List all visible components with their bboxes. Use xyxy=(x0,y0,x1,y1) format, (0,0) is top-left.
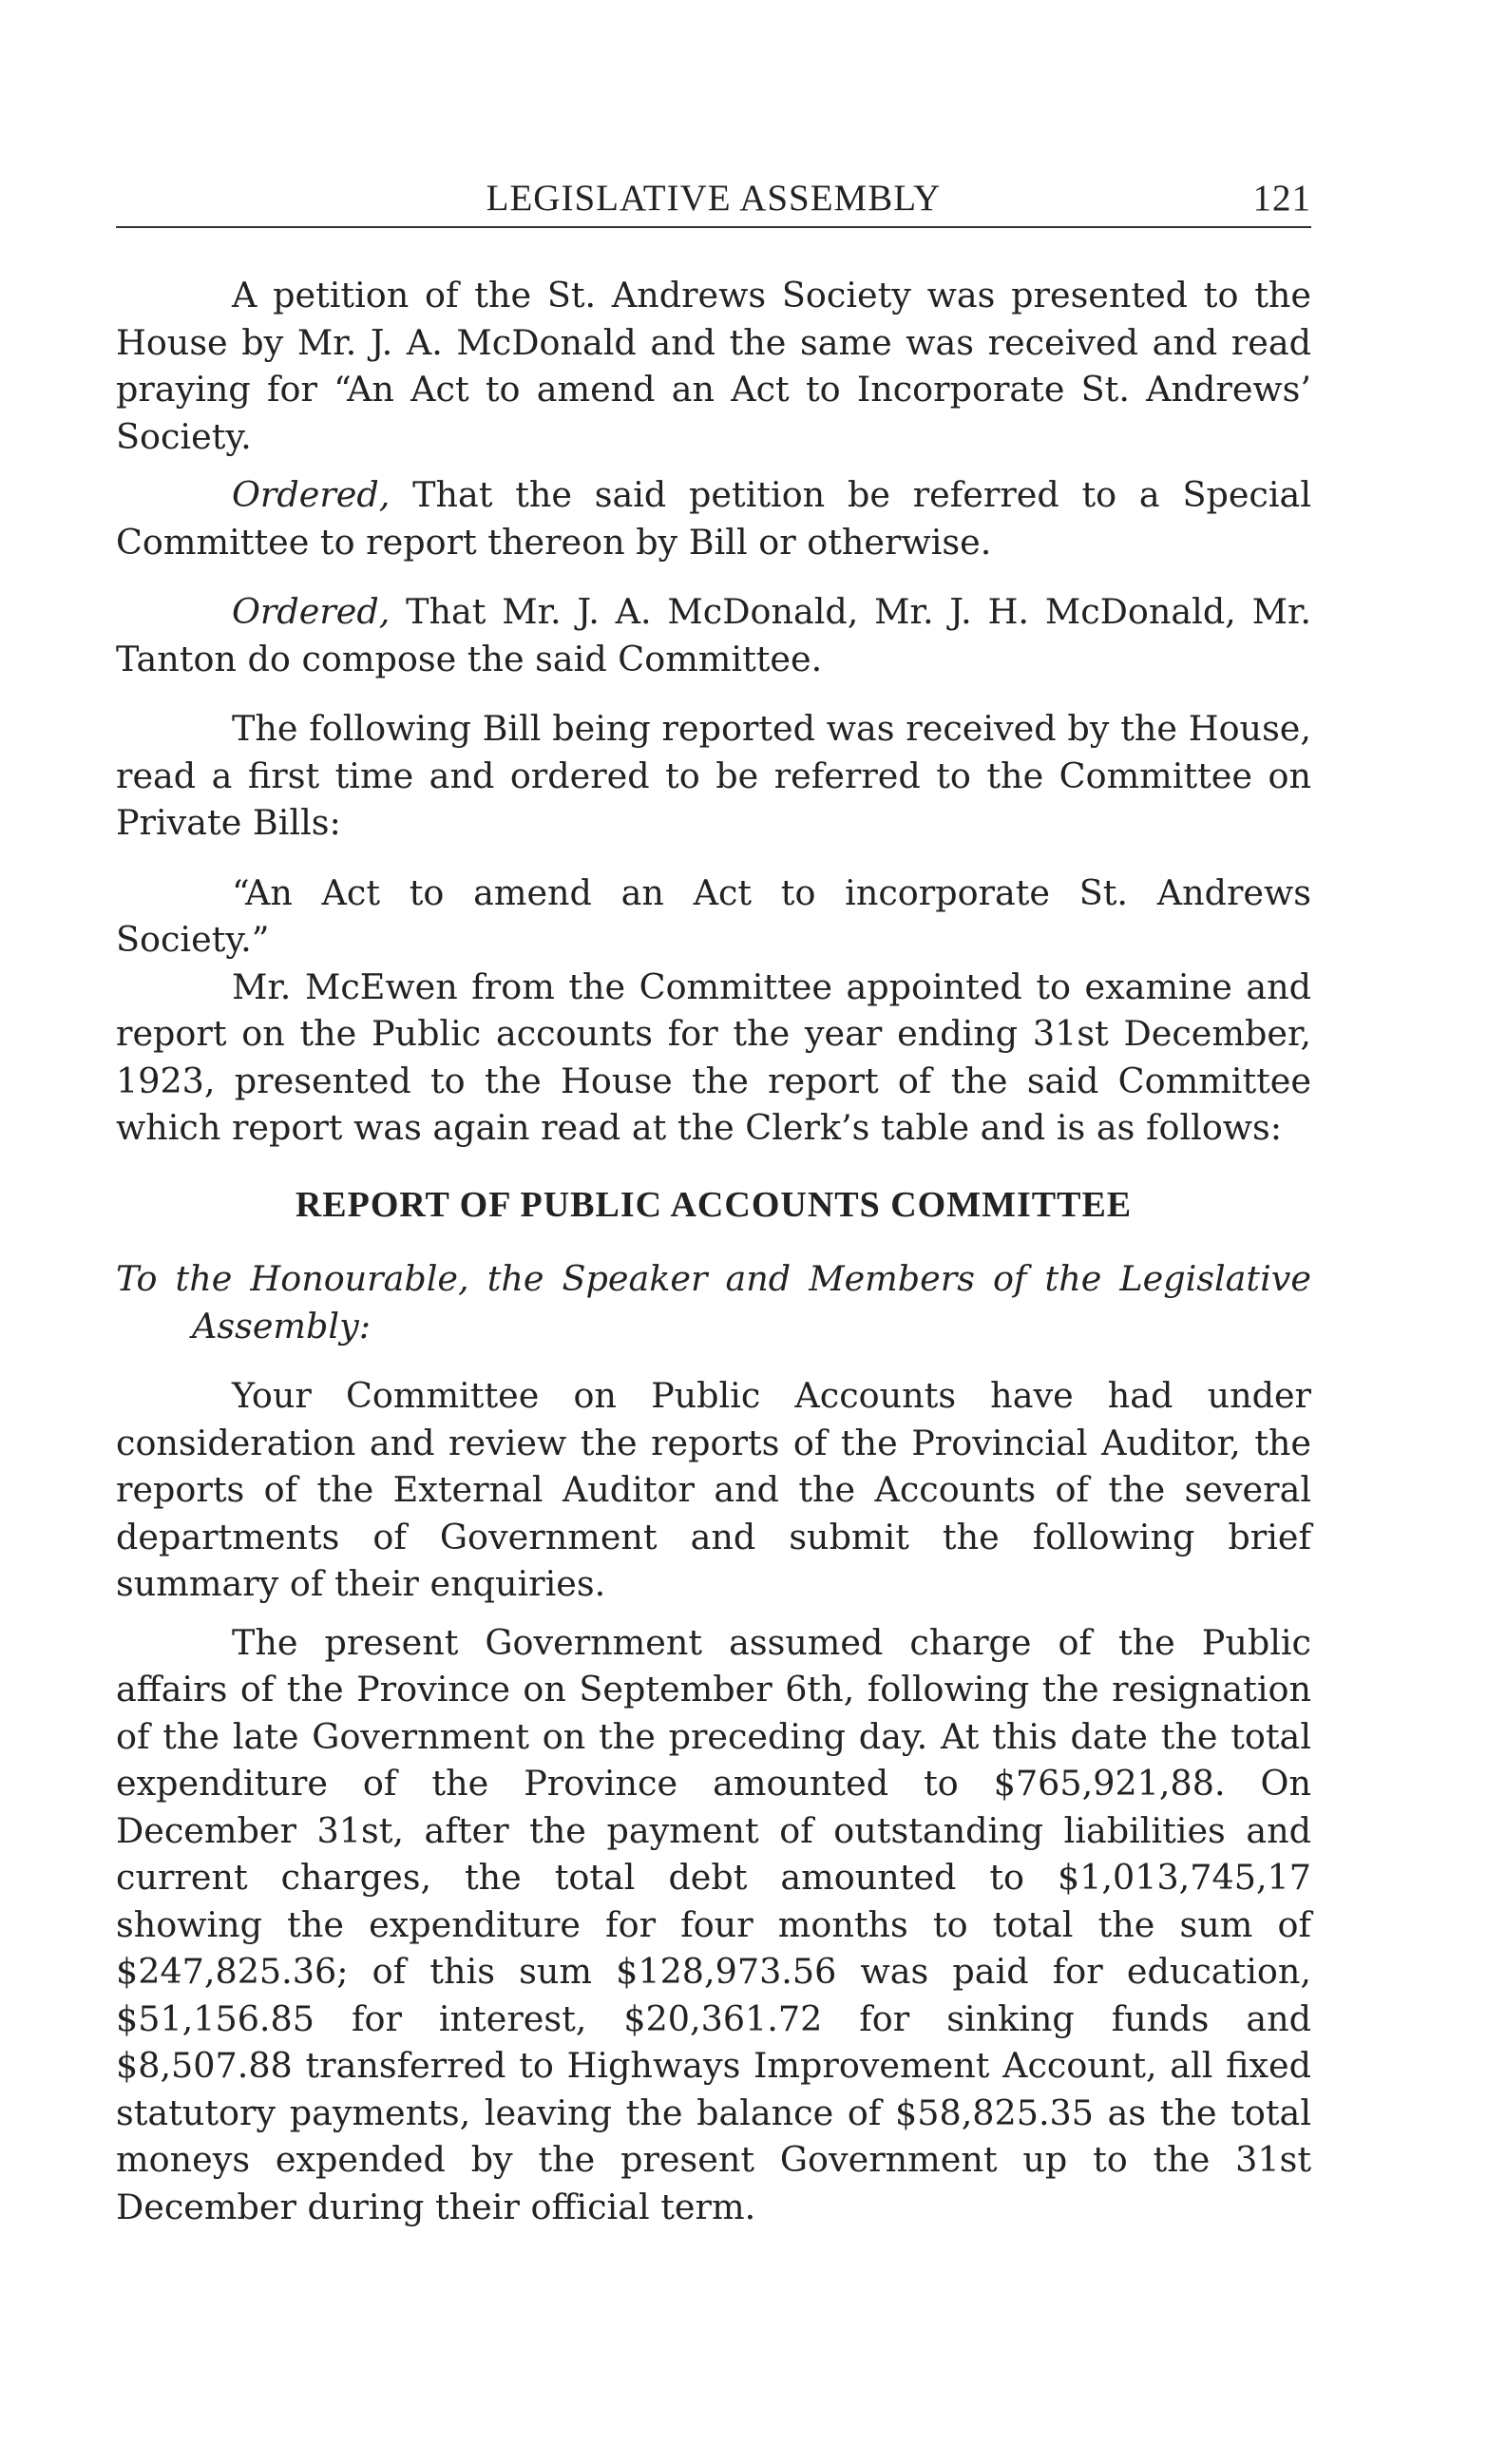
expenditure-paragraph: The present Government assumed charge of the Public affairs of the Province on September 6th, following the resignation of the late Government on the preceding day. At this date the total expenditure of the Province amounted to $765,921,88. On December 31st, after the payment of outstanding liabilities and current charges, the total debt amounted to $1,013,745,17 showing the expenditure for four months to total the sum of $247,825.36; of this sum $128,973.56 was paid for education, $51,156.85 for interest, $20,361.72 for sinking funds and $8,507.88 transferred to Highways Improvement Account, all fixed statutory payments, leaving the balance of $58,825.35 as the total moneys expended by the present Government up to the 31st December during their official term. xyxy=(116,1621,1311,2227)
report-address: To the Honourable, the Speaker and Members of the Legislative Assembly: xyxy=(116,1258,1311,1347)
ordered-referral-paragraph xyxy=(116,471,1311,565)
ordered-referral-text: That the said petition be referred to a Special Committee to report thereon by Bill or otherwise. xyxy=(116,474,1311,563)
committee-report-intro-paragraph: Mr. McEwen from the Committee appointed to examine and report on the Public accounts for the year ending 31st December, 1923, presented to the House the report of the said Committee which report was again read at the Clerk’s table and is as follows: xyxy=(116,965,1311,1148)
ordered-label: Ordered, xyxy=(232,474,391,515)
ordered-committee-text: That Mr. J. A. McDonald, Mr. J. H. McDonald, Mr. Tanton do compose the said Committee. xyxy=(116,591,1311,679)
report-heading: REPORT OF PUBLIC ACCOUNTS COMMITTEE xyxy=(295,1184,1133,1225)
document-body xyxy=(116,272,1311,2230)
ordered-committee-paragraph xyxy=(116,588,1311,682)
committee-summary-paragraph: Your Committee on Public Accounts have had under consideration and review the reports of the Provincial Auditor, the reports of the External Auditor and the Accounts of the several departments of Government and submit the following brief summary of their enquiries. xyxy=(116,1375,1311,1604)
page-number: 121 xyxy=(1252,178,1311,219)
bill-title-paragraph: “An Act to amend an Act to incorporate St. Andrews Society.” xyxy=(116,871,1311,960)
header-title: LEGISLATIVE ASSEMBLY xyxy=(486,178,942,219)
running-header xyxy=(116,169,1311,228)
bill-reported-paragraph: The following Bill being reported was received by the House, read a first time and ordered to be referred to the Committee on Private Bills: xyxy=(116,708,1311,843)
document-page xyxy=(116,169,1311,2230)
ordered-label: Ordered, xyxy=(232,591,391,632)
petition-paragraph: A petition of the St. Andrews Society was presented to the House by Mr. J. A. McDonald and the same was received and read praying for “An Act to amend an Act to Incorporate St. Andrews’ Society. xyxy=(116,275,1311,457)
